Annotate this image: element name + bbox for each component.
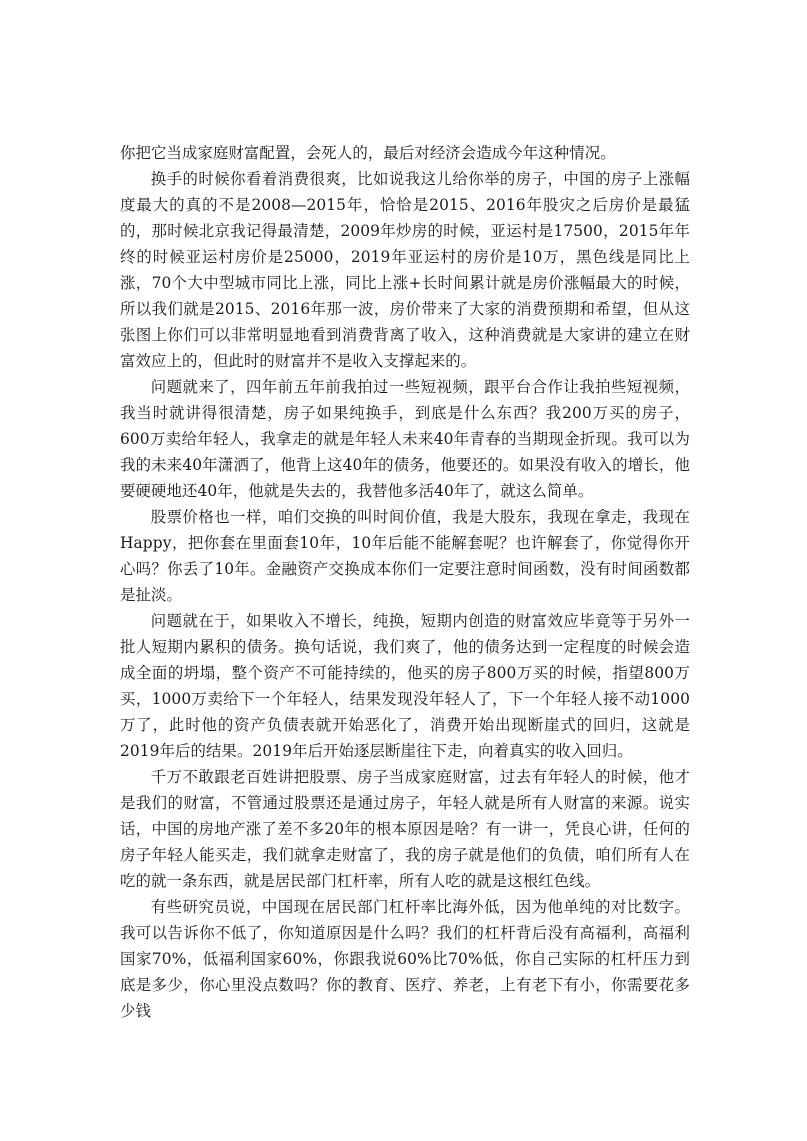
paragraph-6: 千万不敢跟老百姓讲把股票、房子当成家庭财富，过去有年轻人的时候，他才是我们的财富，不管通过股票还是通过房子，年轻人就是所有人财富的来源。说实话，中国的房地产涨了差不多20年的根本原因是啥？有一讲一，凭良心讲，任何的房子年轻人能买走，我们就拿走财富了，我的房子就是他们的负债，咱们所有人在吃的就一条东西，就是居民部门杠杆率，所有人吃的就是这根红色线。 — [120, 768, 690, 890]
paragraph-2: 换手的时候你看着消费很爽，比如说我这儿给你举的房子，中国的房子上涨幅度最大的真的不是2008—2015年，恰恰是2015、2016年股灾之后房价是最猛的，那时候北京我记得最清楚，2009年炒房的时候，亚运村是17500，2015年年终的时候亚运村房价是25000，2019年亚运村的房价是10万，黑色线是同比上涨，70个大中型城市同比上涨，同比上涨+长时间累计就是房价涨幅最大的时候，所以我们就是2015、2016年那一波，房价带来了大家的消费预期和希望，但从这张图上你们可以非常明显地看到消费背离了收入，这种消费就是大家讲的建立在财富效应上的，但此时的财富并不是收入支撑起来的。 — [120, 170, 690, 370]
paragraph-5: 问题就在于，如果收入不增长，纯换，短期内创造的财富效应毕竟等于另外一批人短期内累积的债务。换句话说，我们爽了，他的债务达到一定程度的时候会造成全面的坍塌，整个资产不可能持续的，他买的房子800万买的时候，指望800万买，1000万卖给下一个年轻人，结果发现没年轻人了，下一个年轻人接不动1000万了，此时他的资产负债表就开始恶化了，消费开始出现断崖式的回归，这就是2019年后的结果。2019年后开始逐层断崖往下走，向着真实的收入回归。 — [120, 612, 690, 760]
body-text — [120, 140, 690, 1024]
paragraph-7: 有些研究员说，中国现在居民部门杠杆率比海外低，因为他单纯的对比数字。我可以告诉你不低了，你知道原因是什么吗？我们的杠杆背后没有高福利，高福利国家70%，低福利国家60%，你跟我说60%比70%低，你自己实际的杠杆压力到底是多少，你心里没点数吗？你的教育、医疗、养老，上有老下有小，你需要花多少钱 — [120, 898, 690, 1020]
paragraph-4: 股票价格也一样，咱们交换的叫时间价值，我是大股东，我现在拿走，我现在Happy，把你套在里面套10年，10年后能不能解套呢？也许解套了，你觉得你开心吗？你丢了10年。金融资产交换成本你们一定要注意时间函数，没有时间函数都是扯淡。 — [120, 508, 690, 604]
paragraph-3: 问题就来了，四年前五年前我拍过一些短视频，跟平台合作让我拍些短视频，我当时就讲得很清楚，房子如果纯换手，到底是什么东西？我200万买的房子，600万卖给年轻人，我拿走的就是年轻人未来40年青春的当期现金折现。我可以为我的未来40年潇洒了，他背上这40年的债务，他要还的。如果没有收入的增长，他要硬硬地还40年，他就是失去的，我替他多活40年了，就这么简单。 — [120, 378, 690, 500]
paragraph-1: 你把它当成家庭财富配置，会死人的，最后对经济会造成今年这种情况。 — [120, 144, 616, 162]
